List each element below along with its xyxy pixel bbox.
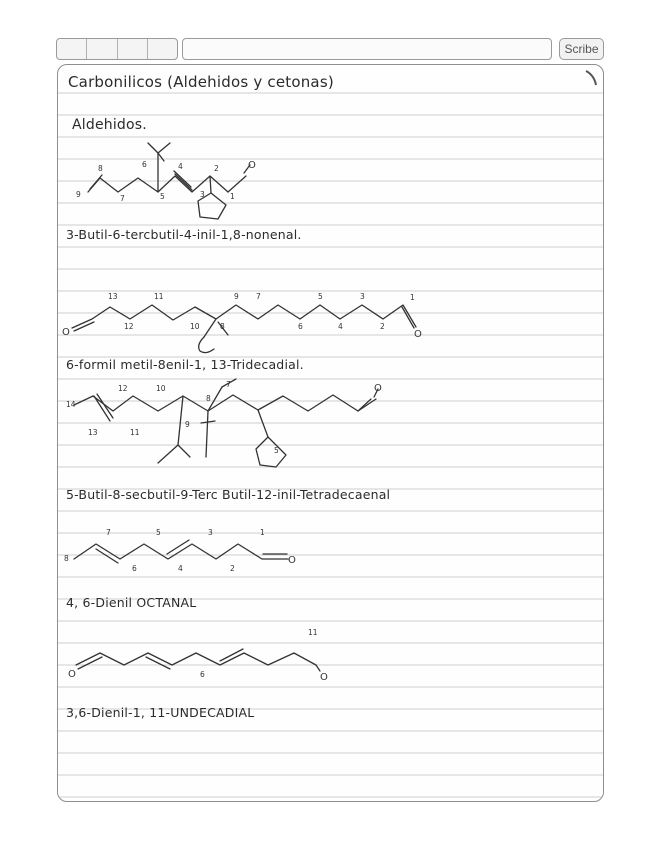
structure-5: [76, 649, 320, 671]
notebook-page: [57, 64, 604, 802]
number-label: 3: [208, 528, 213, 537]
number-label: 13: [108, 292, 118, 301]
number-label: 7: [256, 292, 261, 301]
number-label: 6: [200, 670, 205, 679]
number-label: 12: [124, 322, 134, 331]
number-label: 7: [120, 194, 125, 203]
number-label: 3: [200, 190, 205, 199]
compound-name-1: 3-Butil-6-tercbutil-4-inil-1,8-nonenal.: [66, 227, 302, 242]
number-label: 12: [118, 384, 128, 393]
number-label: 7: [226, 380, 231, 389]
tab-3[interactable]: [118, 39, 148, 59]
structure-4: [74, 540, 288, 563]
section-heading: Aldehidos.: [72, 117, 147, 133]
oxygen-label: O: [288, 555, 296, 566]
number-label: 1: [230, 192, 235, 201]
oxygen-label: O: [62, 327, 70, 338]
search-input[interactable]: [182, 38, 552, 60]
compound-name-2: 6-formil metil-8enil-1, 13-Tridecadial.: [66, 357, 304, 372]
page-title: Carbonilicos (Aldehidos y cetonas): [68, 73, 334, 91]
number-label: 1: [410, 293, 415, 302]
top-toolbar: [56, 38, 604, 60]
oxygen-label: O: [68, 669, 76, 680]
page-drawing: [58, 65, 603, 801]
tab-2[interactable]: [87, 39, 117, 59]
number-label: 3: [360, 292, 365, 301]
number-label: 1: [260, 528, 265, 537]
number-label: 10: [190, 322, 200, 331]
number-label: 4: [178, 162, 183, 171]
number-label: 4: [338, 322, 343, 331]
number-label: 2: [380, 322, 385, 331]
oxygen-label: O: [414, 329, 422, 340]
scribe-button[interactable]: Scribe: [559, 38, 604, 60]
number-label: 11: [154, 292, 164, 301]
number-label: 8: [220, 322, 225, 331]
oxygen-label: O: [320, 672, 328, 683]
number-label: 5: [318, 292, 323, 301]
tab-group: [56, 38, 178, 60]
number-label: 5: [156, 528, 161, 537]
number-label: 8: [64, 554, 69, 563]
oxygen-label: O: [374, 383, 382, 394]
number-label: 11: [308, 628, 318, 637]
number-label: 11: [130, 428, 140, 437]
number-label: 5: [160, 192, 165, 201]
number-label: 8: [98, 164, 103, 173]
number-label: 6: [132, 564, 137, 573]
number-label: 13: [88, 428, 98, 437]
compound-name-5: 3,6-Dienil-1, 11-UNDECADIAL: [66, 705, 255, 720]
tab-1[interactable]: [57, 39, 87, 59]
oxygen-label: O: [248, 160, 256, 171]
number-label: 10: [156, 384, 166, 393]
number-label: 8: [206, 394, 211, 403]
number-label: 6: [142, 160, 147, 169]
number-label: 2: [230, 564, 235, 573]
tab-4[interactable]: [148, 39, 177, 59]
number-label: 9: [76, 190, 81, 199]
number-label: 4: [178, 564, 183, 573]
number-label: 7: [106, 528, 111, 537]
number-label: 9: [234, 292, 239, 301]
number-label: 5: [274, 446, 279, 455]
compound-name-3: 5-Butil-8-secbutil-9-Terc Butil-12-inil-Tetradecaenal: [66, 487, 391, 502]
compound-name-4: 4, 6-Dienil OCTANAL: [66, 595, 197, 610]
number-label: 14: [66, 400, 76, 409]
number-label: 9: [185, 420, 190, 429]
number-label: 2: [214, 164, 219, 173]
page-curl-icon: [586, 71, 596, 85]
number-label: 6: [298, 322, 303, 331]
